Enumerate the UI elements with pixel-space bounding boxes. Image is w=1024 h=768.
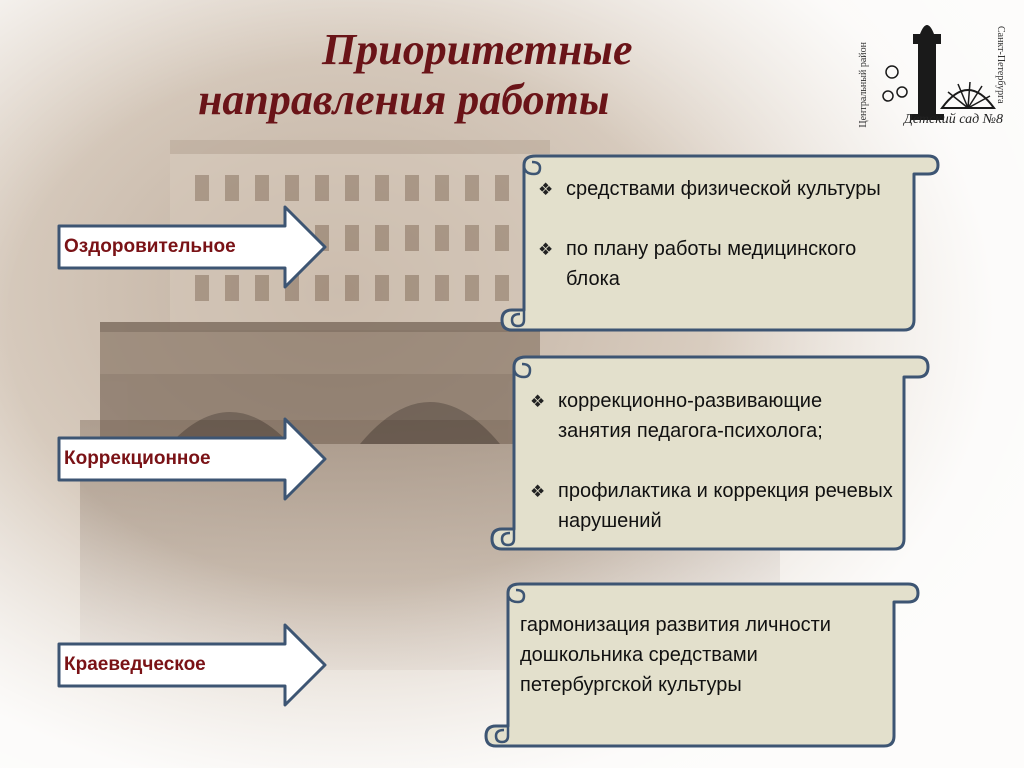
scroll-text-health	[538, 174, 908, 294]
scroll-text-correction	[530, 386, 900, 536]
logo-caption: Детский сад №8	[904, 112, 1003, 127]
diamond-bullet-icon: ❖	[538, 180, 554, 199]
diamond-bullet-icon: ❖	[530, 392, 546, 411]
logo-arc-text-left: Центральный район	[858, 42, 869, 128]
direction-label: Коррекционное	[64, 448, 211, 469]
diamond-bullet-icon: ❖	[538, 240, 554, 259]
logo-arc-text-right: Санкт-Петербурга	[995, 26, 1006, 104]
scroll-text-local-history: гармонизация развития личности дошкольника средствами петербургской культуры	[520, 614, 831, 696]
direction-label: Краеведческое	[64, 654, 206, 675]
direction-label: Оздоровительное	[64, 236, 236, 257]
list-item: ❖ профилактика и коррекция речевых нарушений	[530, 476, 900, 536]
slide-title-line-2: направления работы	[198, 75, 610, 124]
list-item: ❖ по плану работы медицинского блока	[538, 234, 908, 294]
direction-arrow-correction	[56, 416, 328, 502]
diamond-bullet-icon: ❖	[530, 482, 546, 501]
list-item: ❖ средствами физической культуры	[538, 174, 908, 204]
slide-title-line-1: Приоритетные	[322, 25, 633, 74]
direction-arrow-local-history	[56, 622, 328, 708]
direction-arrow-health	[56, 204, 328, 290]
list-item: ❖ коррекционно-развивающие занятия педагога-психолога;	[530, 386, 900, 446]
